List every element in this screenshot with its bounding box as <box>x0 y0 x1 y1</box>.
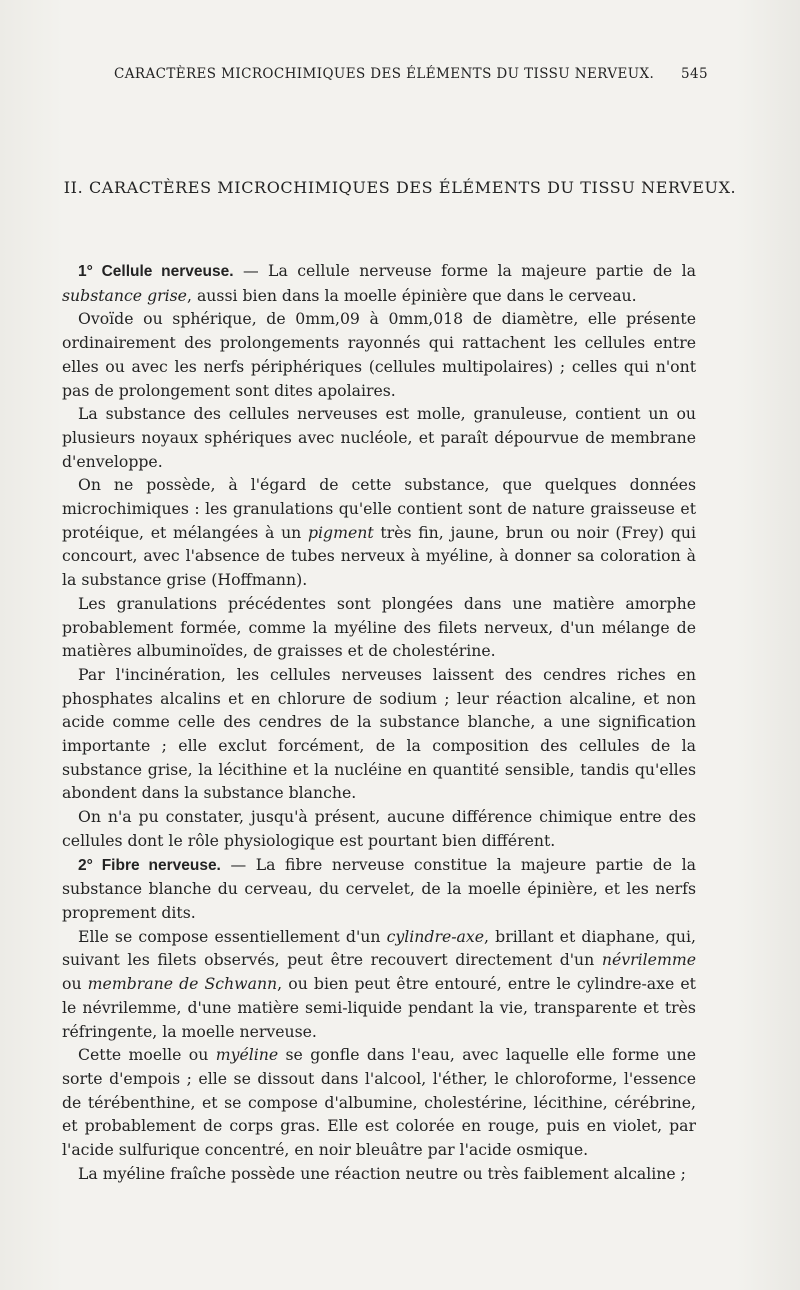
subheading-fibre-nerveuse: 2° Fibre nerveuse. <box>78 856 221 874</box>
paragraph-cellule-nerveuse <box>62 259 696 307</box>
paragraph-text: On ne possède, à l'égard de cette substance, que quelques données microchimiques : les granulations qu'elle contient sont de nature graisseuse et protéique, et mélangées à un <box>62 475 696 542</box>
emphasis-pigment: pigment <box>307 522 374 542</box>
paragraph-text: , ou bien peut être entouré, entre le cylindre-axe et le névrilemme, d'une matière semi-liquide pendant la vie, transparente et très réfringente, la moelle nerveuse. <box>62 974 696 1041</box>
paragraph-donnees-microchimiques <box>62 473 696 592</box>
paragraph-text: , brillant et diaphane, qui, suivant les filets observés, peut être recouvert directement d'un <box>62 926 696 970</box>
paragraph-fibre-nerveuse <box>62 853 696 925</box>
emphasis-substance-grise: substance grise <box>62 285 187 305</box>
body-text <box>62 259 696 1185</box>
paragraph-text: ou <box>62 974 88 994</box>
paragraph-text: — La cellule nerveuse forme la majeure partie de la <box>233 261 696 280</box>
page-number: 545 <box>681 66 708 82</box>
paragraph-matiere-amorphe: Les granulations précédentes sont plongées dans une matière amorphe probablement formée, comme la myéline des filets nerveux, d'un mélange de matières albuminoïdes, de graisses et de cholestérine. <box>62 593 696 661</box>
paragraph-text: , aussi bien dans la moelle épinière que dans le cerveau. <box>186 285 637 305</box>
paragraph-substance-cellule: La substance des cellules nerveuses est molle, granuleuse, contient un ou plusieurs noyaux sphériques avec nucléole, et paraît dépourvue de membrane d'enveloppe. <box>62 404 696 471</box>
subheading-cellule-nerveuse: 1° Cellule nerveuse. <box>78 263 234 280</box>
section-title: II. CARACTÈRES MICROCHIMIQUES DES ÉLÉMENTS DU TISSU NERVEUX. <box>63 178 737 197</box>
emphasis-membrane-schwann: membrane de Schwann <box>87 974 278 994</box>
paragraph-text: — La fibre nerveuse constitue la majeure partie de la substance blanche du cerveau, du cervelet, de la moelle épinière, et les nerfs proprement dits. <box>62 854 697 922</box>
emphasis-cylindre-axe: cylindre-axe <box>386 926 485 946</box>
paragraph-myeline-fraiche: La myéline fraîche possède une réaction neutre ou très faiblement alcaline ; <box>78 1163 686 1183</box>
paragraph-text: Elle se compose essentiellement d'un <box>78 926 387 946</box>
paragraph-text: se gonfle dans l'eau, avec laquelle elle forme une sorte d'empois ; elle se dissout dans l'alcool, l'éther, le chloroforme, l'essence de térébenthine, et se compose d'albumine, cholestérine, lécithine, cérébrine, et probablement de corps gras. Elle est colorée en rouge, puis en violet, par l'acide sulfurique concentré, en noir bleuâtre par l'acide osmique. <box>62 1045 696 1160</box>
emphasis-myeline: myéline <box>215 1045 279 1065</box>
paragraph-myeline <box>62 1043 696 1162</box>
paragraph-forme-cellule: Ovoïde ou sphérique, de 0mm,09 à 0mm,018 de diamètre, elle présente ordinairement des prolongements rayonnés qui rattachent les cellules entre elles ou avec les nerfs périphériques (cellules multipolaires) ; celles qui n'ont pas de prolongement sont dites apolaires. <box>62 309 696 400</box>
running-title: CARACTÈRES MICROCHIMIQUES DES ÉLÉMENTS DU TISSU NERVEUX. <box>114 66 655 82</box>
paragraph-cylindre-axe <box>62 925 696 1044</box>
paragraph-difference-chimique: On n'a pu constater, jusqu'à présent, aucune différence chimique entre des cellules dont le rôle physiologique est pourtant bien différent. <box>62 807 696 850</box>
paragraph-text: très fin, jaune, brun ou noir (Frey) qui concourt, avec l'absence de tubes nerveux à myéline, à donner sa coloration à la substance grise (Hoffmann). <box>62 522 696 590</box>
paragraph-incineration: Par l'incinération, les cellules nerveuses laissent des cendres riches en phosphates alcalins et en chlorure de sodium ; leur réaction alcaline, et non acide comme celle des cendres de la substance blanche, a une signification importante ; elle exclut forcément, de la composition des cellules de la substance grise, la lécithine et la nucléine en quantité sensible, tandis qu'elles abondent dans la substance blanche. <box>62 664 696 803</box>
paragraph-text: Cette moelle ou <box>78 1045 216 1065</box>
emphasis-nevrilemme: névrilemme <box>601 950 696 970</box>
